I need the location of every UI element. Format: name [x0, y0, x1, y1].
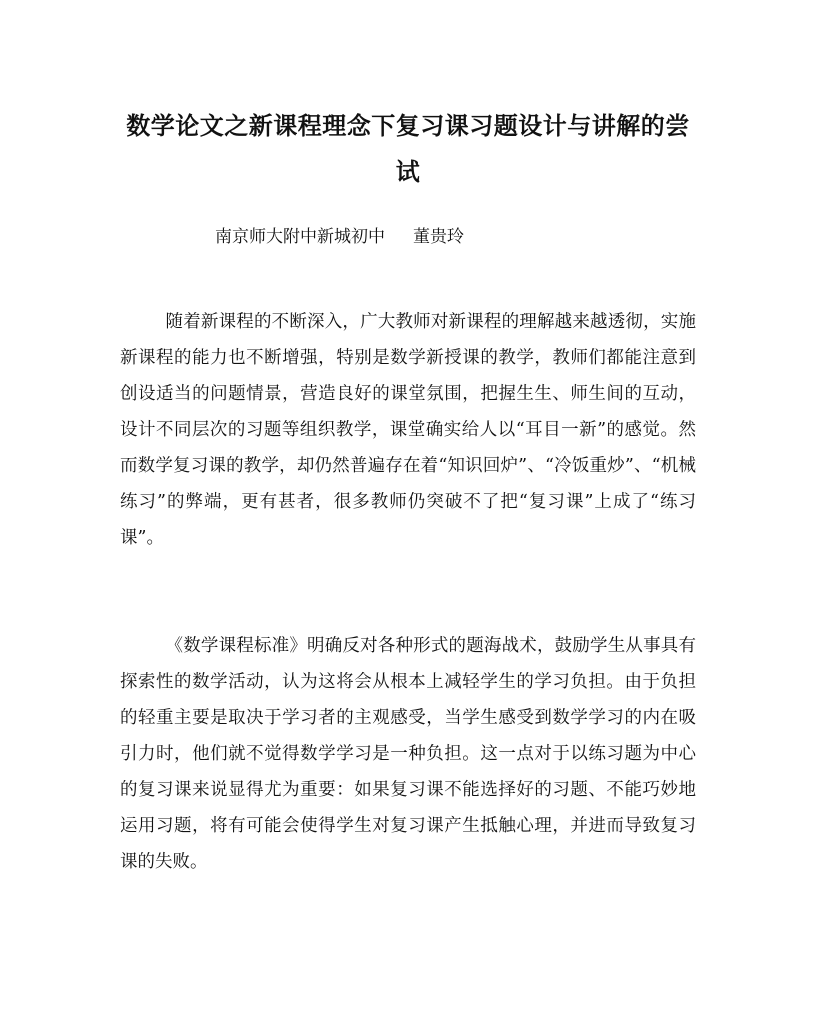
author-line	[215, 225, 464, 249]
author-school: 南京师大附中新城初中	[215, 227, 385, 247]
paragraph-1: 随着新课程的不断深入，广大教师对新课程的理解越来越透彻，实施新课程的能力也不断增强，特别是数学新授课的教学，教师们都能注意到创设适当的问题情景，营造良好的课堂氛围，把握生生、师生间的互动，设计不同层次的习题等组织教学，课堂确实给人以“耳目一新”的感觉。然而数学复习课的教学，却仍然普遍存在着“知识回炉”、“冷饭重炒”、“机械练习”的弊端，更有甚者，很多教师仍突破不了把“复习课”上成了“练习课”。	[120, 312, 696, 548]
paragraph-2: 《数学课程标准》明确反对各种形式的题海战术，鼓励学生从事具有探索性的数学活动，认为这将会从根本上减轻学生的学习负担。由于负担的轻重主要是取决于学习者的主观感受，当学生感受到数学学习的内在吸引力时，他们就不觉得数学学习是一种负担。这一点对于以练习题为中心的复习课来说显得尤为重要：如果复习课不能选择好的习题、不能巧妙地运用习题，将有可能会使得学生对复习课产生抵触心理，并进而导致复习课的失败。	[120, 636, 696, 872]
document-title: 数学论文之新课程理念下复习课习题设计与讲解的尝试	[126, 111, 690, 186]
author-name: 董贵玲	[413, 227, 464, 247]
